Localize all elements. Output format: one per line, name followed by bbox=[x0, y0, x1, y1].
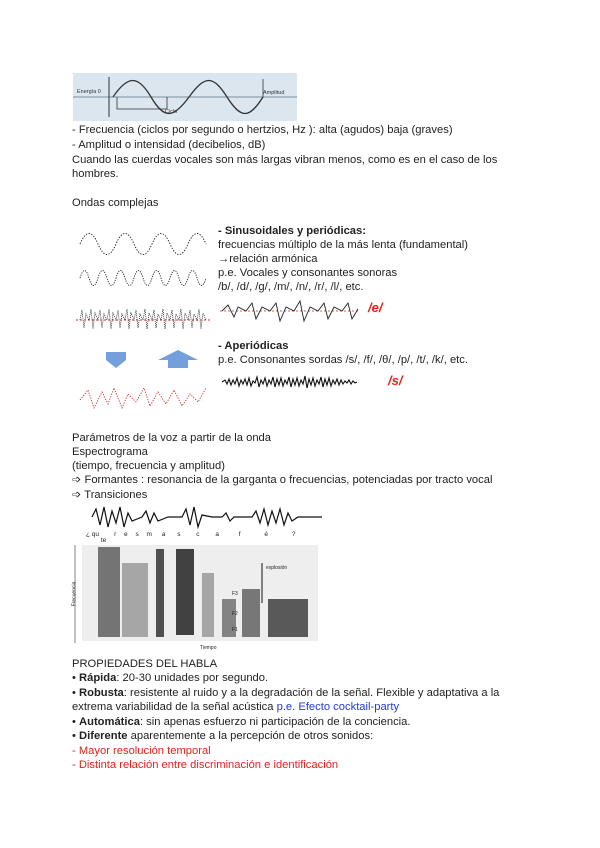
params-line-2: Espectrograma bbox=[72, 446, 148, 458]
syllable: m bbox=[146, 531, 152, 538]
syllable: a bbox=[215, 531, 219, 538]
properties-heading: PROPIEDADES DEL HABLA bbox=[72, 658, 218, 670]
property-automatic bbox=[72, 715, 410, 729]
property-robust-cont bbox=[72, 700, 399, 714]
cocktail-party-link[interactable]: p.e. Efecto cocktail-party bbox=[276, 701, 400, 713]
property-robust bbox=[72, 686, 499, 700]
spectrogram-graphic bbox=[72, 503, 332, 653]
syllable: e bbox=[124, 531, 128, 538]
y-axis-label: Frecuencia bbox=[71, 581, 78, 607]
syllable: a bbox=[161, 531, 166, 538]
bullet: • bbox=[72, 687, 80, 699]
periodic-tag-e: /e/ bbox=[368, 300, 383, 315]
red-item-discrimination: - Distinta relación entre discriminación e identificación bbox=[72, 759, 339, 771]
vocal-cords-line-1: Cuando las cuerdas vocales son más largas vibran menos, como es en el caso de los bbox=[72, 154, 498, 166]
syllable: c bbox=[196, 531, 200, 538]
property-name: Diferente bbox=[79, 730, 128, 742]
syllable: é bbox=[264, 531, 269, 538]
syllable: s bbox=[135, 531, 139, 538]
f2-annotation: F2 bbox=[232, 611, 238, 617]
complex-waves-figure bbox=[74, 222, 214, 420]
f3-annotation: F3 bbox=[232, 591, 238, 597]
aperiodic-block bbox=[218, 339, 468, 367]
periodic-line-3: p.e. Vocales y consonantes sonoras bbox=[218, 267, 398, 279]
syllables-row bbox=[86, 531, 296, 544]
bullet: • bbox=[72, 672, 80, 684]
property-text: extrema variabilidad de la señal acústica bbox=[72, 701, 277, 713]
f1-annotation: F1 bbox=[232, 627, 238, 633]
bullet: • bbox=[72, 730, 80, 742]
aperiodic-waveform bbox=[220, 372, 380, 392]
formants-bullet: ➩ Formantes : resonancia de la garganta o frecuencias, potenciadas por tracto vocal bbox=[72, 474, 493, 486]
x-axis-label: Tiempo bbox=[200, 645, 217, 651]
cycle-label: Ciclo bbox=[165, 109, 178, 115]
property-text: : resistente al ruido y a la degradación de la señal. Flexible y adaptativa a la bbox=[123, 687, 500, 699]
property-text: : 20-30 unidades por segundo. bbox=[116, 672, 269, 684]
property-text: aparentemente a la percepción de otros sonidos: bbox=[127, 730, 374, 742]
syllable: r bbox=[114, 531, 117, 538]
red-item-temporal: - Mayor resolución temporal bbox=[72, 745, 211, 757]
aperiodic-line: p.e. Consonantes sordas /s/, /f/, /θ/, /p/, /t/, /k/, etc. bbox=[218, 354, 468, 366]
vocal-cords-line-2: hombres. bbox=[72, 168, 119, 180]
amplitude-line: - Amplitud o intensidad (decibelios, dB) bbox=[72, 139, 266, 151]
periodic-line-1: frecuencias múltiplo de la más lenta (fundamental) bbox=[218, 239, 468, 251]
amplitude-label: Amplitud bbox=[263, 90, 285, 96]
property-name: Rápida bbox=[79, 672, 117, 684]
property-rapid bbox=[72, 671, 268, 685]
property-name: Automática bbox=[79, 716, 140, 728]
params-line-3: (tiempo, frecuencia y amplitud) bbox=[72, 460, 225, 472]
complex-waves-heading: Ondas complejas bbox=[72, 197, 159, 209]
periodic-line-2: →relación armónica bbox=[218, 253, 318, 265]
periodic-block bbox=[218, 224, 468, 294]
transitions-bullet: ➩ Transiciones bbox=[72, 489, 148, 501]
frequency-line: - Frecuencia (ciclos por segundo o hertzios, Hz ): alta (agudos) baja (graves) bbox=[72, 124, 453, 136]
explosion-annotation: explosión bbox=[266, 565, 288, 571]
periodic-title: - Sinusoidales y periódicas: bbox=[218, 225, 366, 237]
syllable: f bbox=[238, 531, 241, 538]
syllable: s bbox=[177, 531, 181, 538]
syllable: ¿ qu bbox=[86, 531, 100, 538]
params-line-1: Parámetros de la voz a partir de la onda bbox=[72, 432, 271, 444]
property-different bbox=[72, 729, 373, 743]
energy-label: Energía 0 bbox=[77, 89, 101, 95]
periodic-line-4: /b/, /d/, /g/, /m/, /n/, /r/, /l/, etc. bbox=[218, 281, 364, 293]
property-name: Robusta bbox=[79, 687, 124, 699]
aperiodic-title: - Aperiódicas bbox=[218, 340, 289, 352]
periodic-waveform bbox=[220, 297, 360, 329]
sine-wave-figure bbox=[73, 73, 297, 121]
syllable: te bbox=[100, 537, 107, 544]
complex-waves-graphic bbox=[74, 222, 214, 420]
spectrogram-figure bbox=[72, 503, 332, 653]
syllable: ? bbox=[291, 531, 296, 538]
bullet: • bbox=[72, 716, 80, 728]
aperiodic-tag-s: /s/ bbox=[388, 373, 403, 388]
property-text: : sin apenas esfuerzo ni participación de la conciencia. bbox=[139, 716, 411, 728]
sine-wave-graphic bbox=[73, 73, 297, 121]
